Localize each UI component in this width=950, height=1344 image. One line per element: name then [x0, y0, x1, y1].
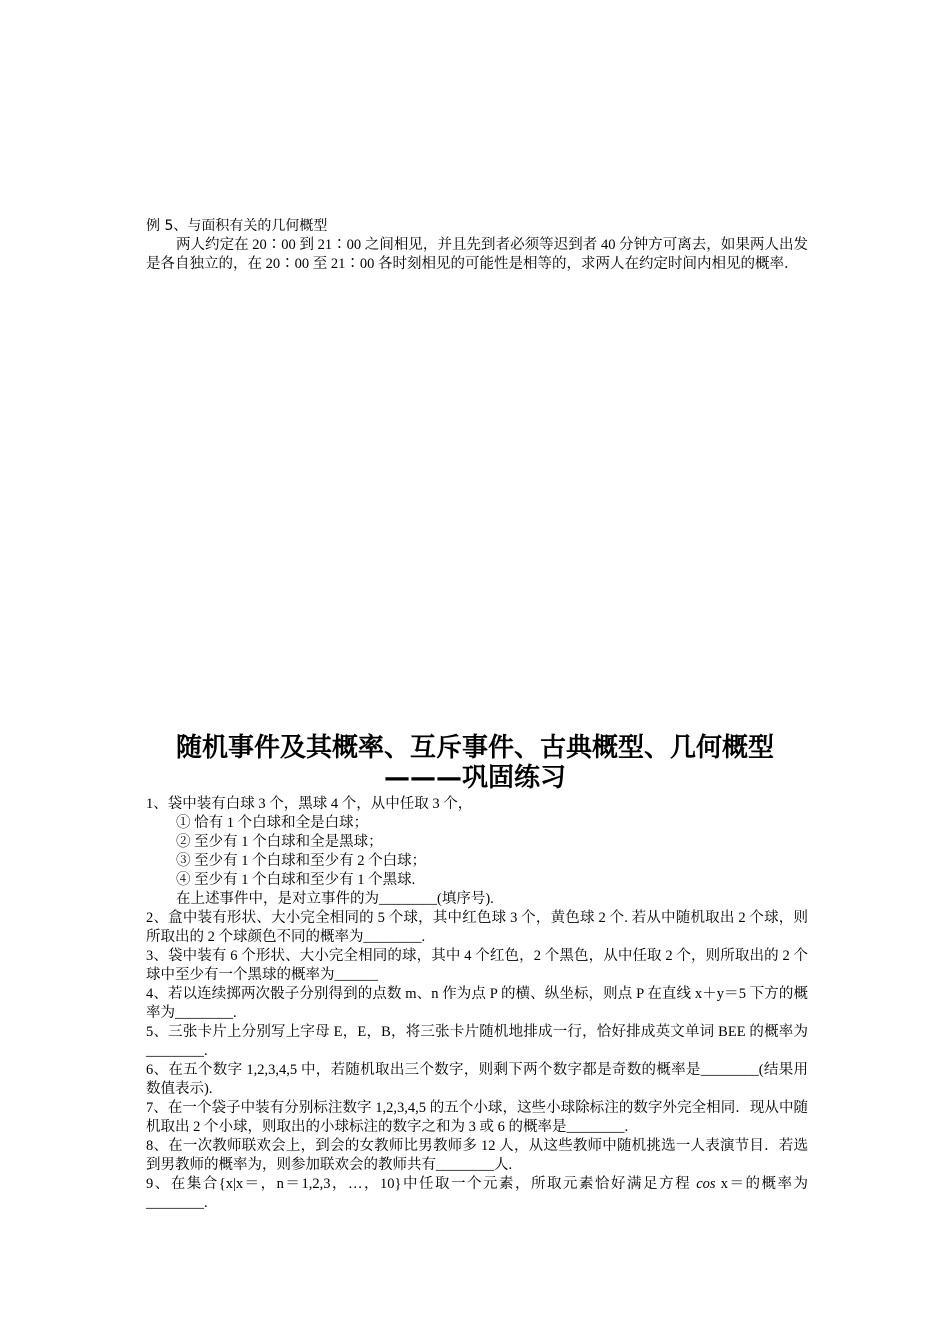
practice-title-line-2: ———巩固练习 — [383, 763, 566, 793]
question-1-option: ② 至少有 1 个白球和全是黑球； — [176, 834, 383, 850]
question-1-option: ④ 至少有 1 个白球和至少有 1 个黑球. — [176, 872, 416, 888]
question-3: 3、袋中装有 6 个形状、大小完全相同的球，其中 4 个红色，2 个黑色，从中任取 2 个，则所取出的 2 个球中至少有一个黑球的概率为______ — [146, 948, 808, 983]
question-1-option: ③ 至少有 1 个白球和至少有 2 个白球； — [176, 853, 427, 869]
question-1-option: ① 恰有 1 个白球和全是白球； — [176, 815, 369, 831]
question-9-function: cos — [696, 1176, 716, 1192]
question-9-before: 9、在集合{x|x＝，n＝1,2,3，…，10}中任取一个元素，所取元素恰好满足方程 — [146, 1176, 697, 1192]
question-5: 5、三张卡片上分别写上字母 E，E，B，将三张卡片随机地排成一行，恰好排成英文单词 BEE 的概率为________. — [146, 1024, 808, 1059]
example-5-title: 例 5、与面积有关的几何概型 — [146, 218, 328, 234]
question-2: 2、盒中装有形状、大小完全相同的 5 个球，其中红色球 3 个，黄色球 2 个. 若从中随机取出 2 个球，则所取出的 2 个球颜色不同的概率为________. — [146, 910, 808, 945]
practice-title — [120, 733, 830, 793]
question-1-stem: 1、袋中装有白球 3 个，黑球 4 个，从中任取 3 个， — [146, 796, 473, 812]
question-1-ask: 在上述事件中，是对立事件的为________(填序号). — [176, 891, 494, 907]
exercise-list — [146, 795, 808, 1213]
question-9-after: x＝的概率为________. — [146, 1176, 809, 1211]
question-8: 8、在一次教师联欢会上，到会的女教师比男教师多 12 人，从这些教师中随机挑选一人表演节目．若选到男教师的概率为，则参加联欢会的教师共有________人. — [146, 1138, 808, 1173]
question-4: 4、若以连续掷两次骰子分别得到的点数 m、n 作为点 P 的横、纵坐标，则点 P 在直线 x＋y＝5 下方的概率为________. — [146, 986, 808, 1021]
question-7: 7、在一个袋子中装有分别标注数字 1,2,3,4,5 的五个小球，这些小球除标注的数字外完全相同．现从中随机取出 2 个小球，则取出的小球标注的数字之和为 3 或 6 的概率是________. — [146, 1100, 808, 1135]
question-6: 6、在五个数字 1,2,3,4,5 中，若随机取出三个数字，则剩下两个数字都是奇数的概率是________(结果用数值表示). — [146, 1062, 808, 1097]
example-5-body: 两人约定在 20∶00 到 21∶00 之间相见，并且先到者必须等迟到者 40 分钟方可离去，如果两人出发是各自独立的，在 20∶00 至 21∶00 各时刻相见的可能性是相等的，求两人在约定时间内相见的概率． — [146, 237, 808, 272]
practice-title-line-1: 随机事件及其概率、互斥事件、古典概型、几何概型 — [175, 733, 774, 763]
question-9 — [146, 1175, 808, 1213]
